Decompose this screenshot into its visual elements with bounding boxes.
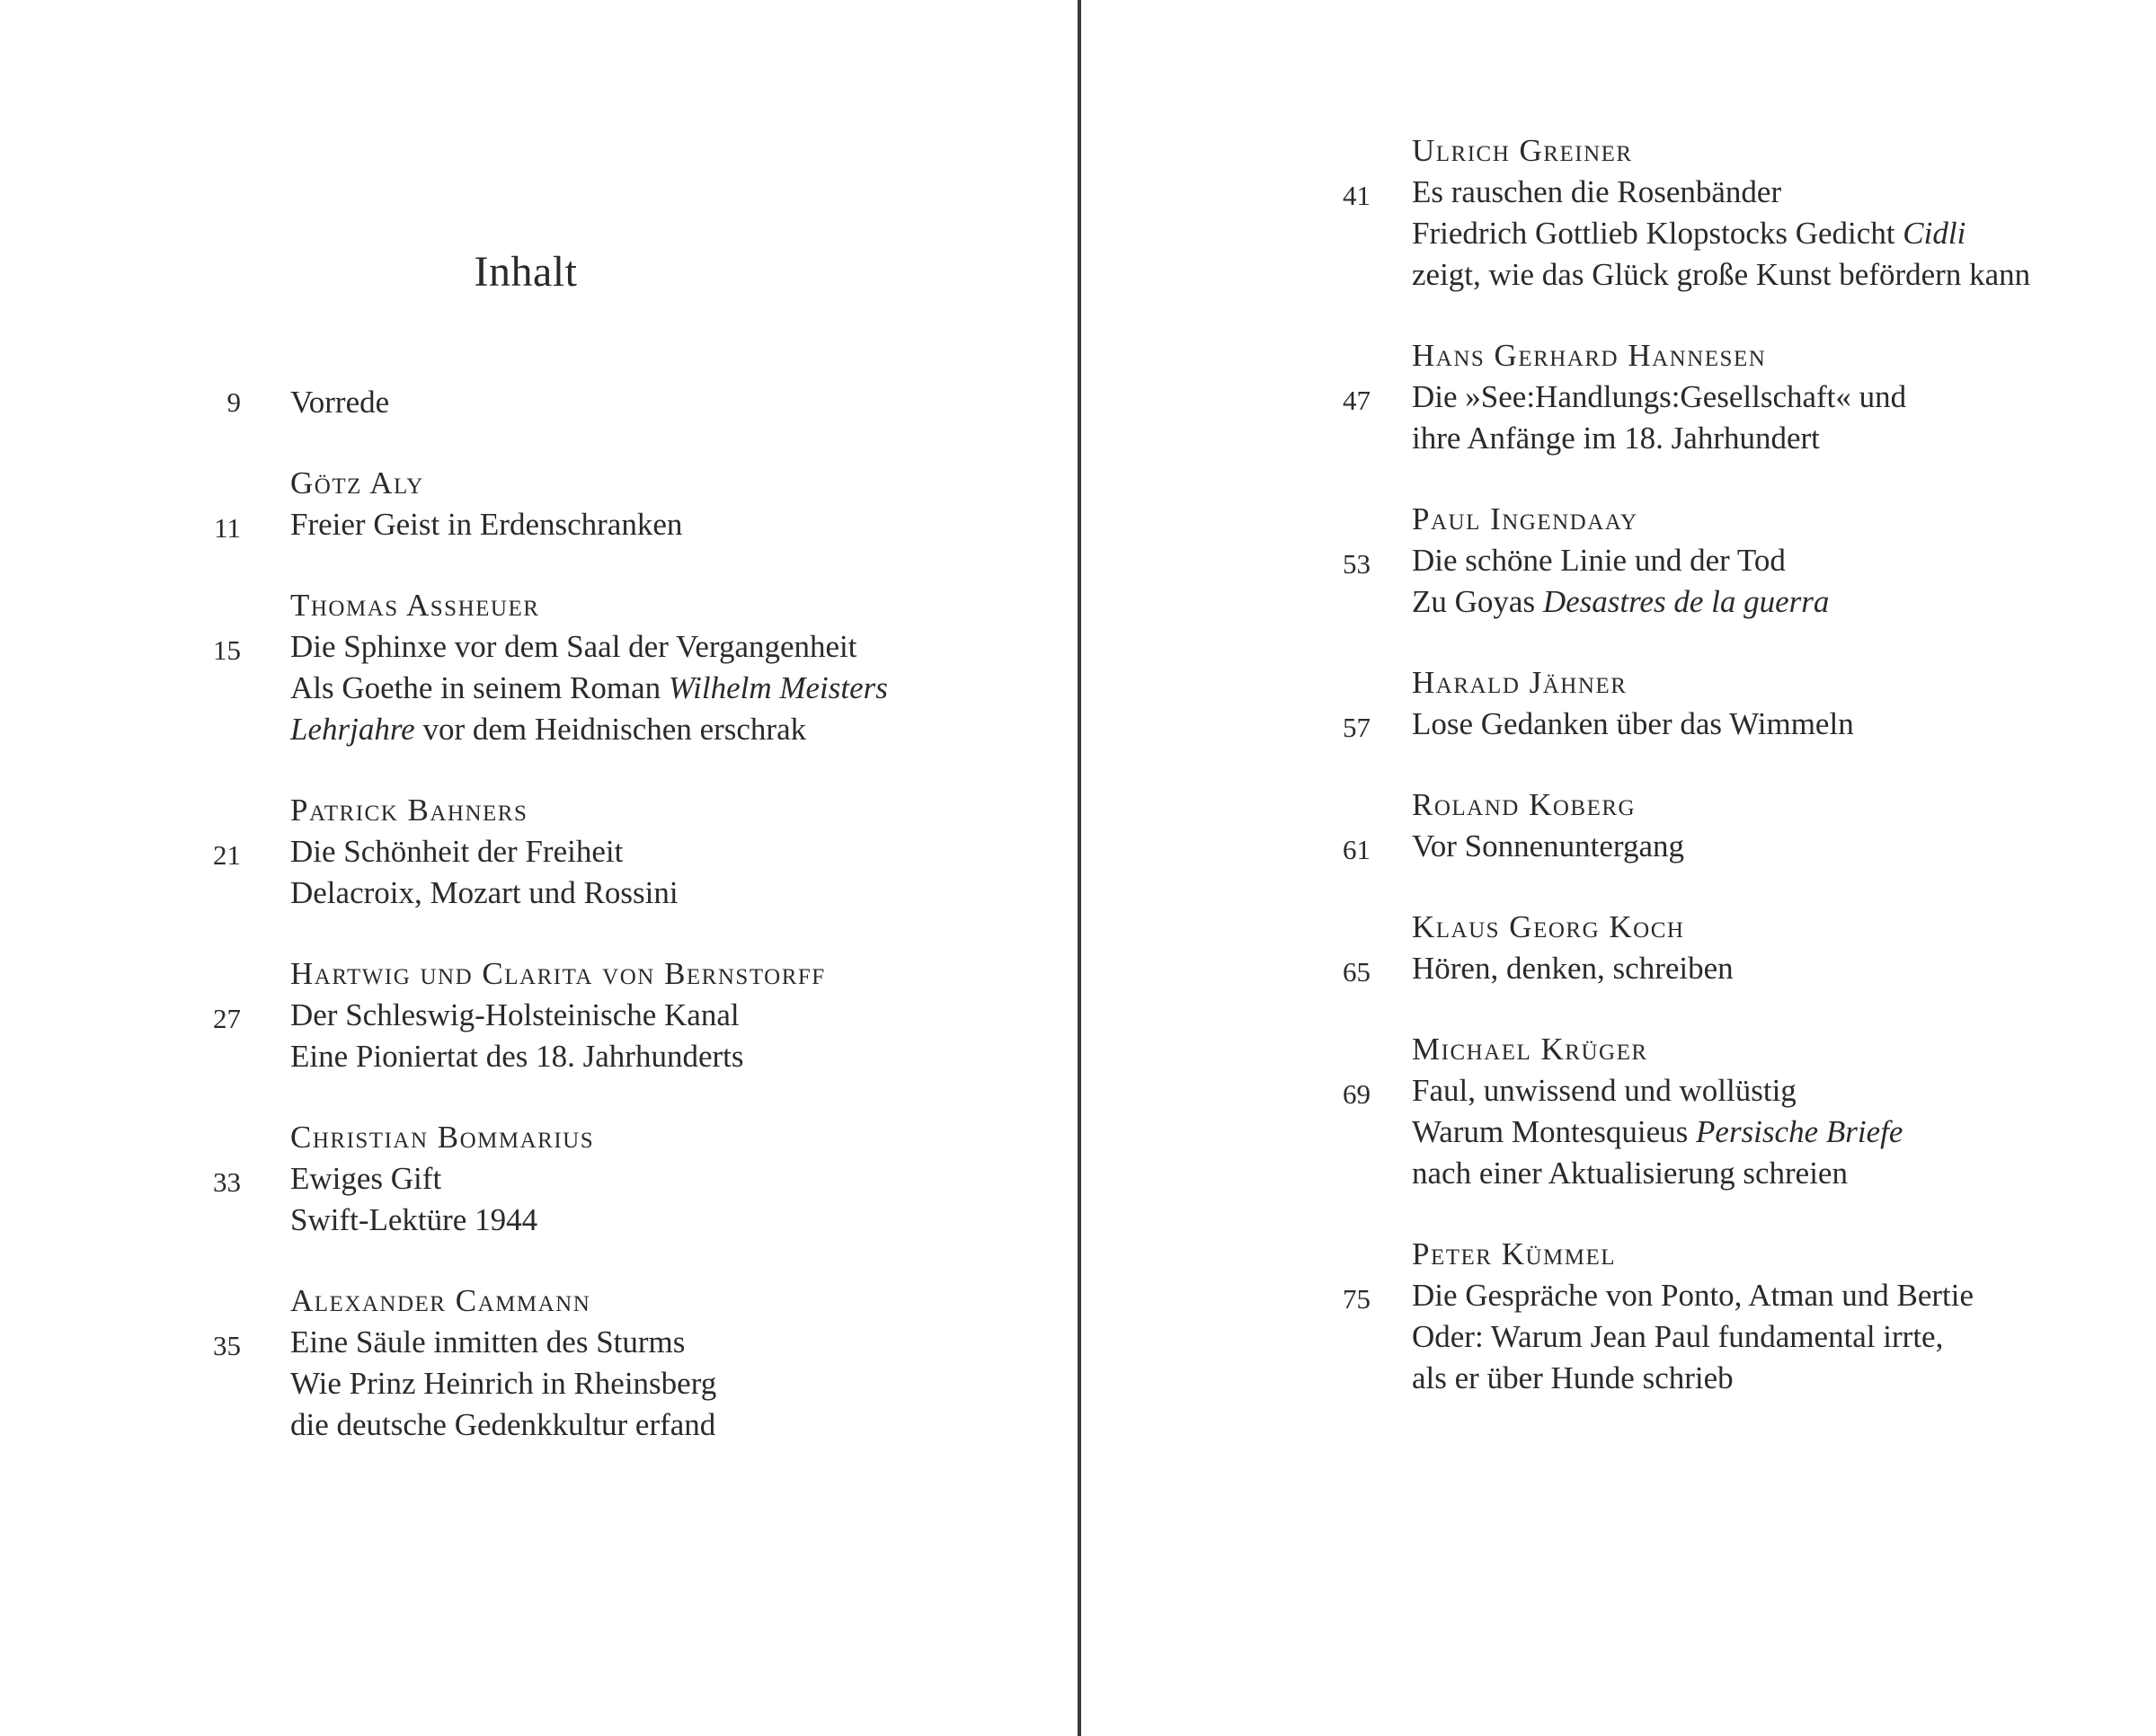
toc-author: Michael Krüger [1412, 1032, 1648, 1067]
toc-entry [0, 1117, 888, 1241]
toc-entry [0, 463, 888, 545]
toc-author: Ulrich Greiner [1412, 133, 1633, 168]
toc-page-number: 75 [1343, 1283, 1371, 1315]
toc-author: Hartwig und Clarita von Bernstorff [290, 956, 826, 991]
toc-entry [0, 585, 888, 750]
toc-title-line: Ewiges Gift [290, 1161, 442, 1196]
toc-title-line: als er über Hunde schrieb [1412, 1360, 1734, 1395]
toc-title-line: Die Schönheit der Freiheit [290, 834, 624, 869]
toc-entry [1081, 499, 2030, 623]
toc-author: Christian Bommarius [290, 1120, 595, 1155]
toc-title-line: Zu Goyas Desastres de la guerra [1412, 584, 1830, 619]
toc-title-line: Vorrede [290, 385, 390, 420]
toc-page-number: 35 [213, 1330, 241, 1361]
toc-title-line: nach einer Aktualisierung schreien [1412, 1156, 1848, 1191]
toc-list-left [0, 382, 888, 1485]
toc-author: Roland Koberg [1412, 787, 1637, 822]
toc-page-number: 41 [1343, 180, 1371, 211]
toc-page-number: 69 [1343, 1078, 1371, 1110]
toc-page-number: 33 [213, 1166, 241, 1198]
toc-author: Hans Gerhard Hannesen [1412, 338, 1767, 373]
toc-title-line: Der Schleswig-Holsteinische Kanal [290, 997, 740, 1032]
toc-title-line: Lehrjahre vor dem Heidnischen erschrak [290, 712, 807, 747]
toc-page-number: 27 [213, 1003, 241, 1034]
toc-title-line: Es rauschen die Rosenbänder [1412, 174, 1782, 209]
toc-title-line: Eine Säule inmitten des Sturms [290, 1324, 686, 1360]
toc-entry [1081, 1029, 2030, 1194]
toc-page-number: 9 [226, 386, 241, 418]
toc-title-line: Warum Montesquieus Persische Briefe [1412, 1114, 1903, 1149]
toc-author: Patrick Bahners [290, 793, 528, 828]
toc-page-number: 15 [213, 634, 241, 666]
toc-page-number: 21 [213, 839, 241, 871]
toc-page-number: 53 [1343, 548, 1371, 580]
toc-title-line: Eine Pioniertat des 18. Jahrhunderts [290, 1039, 744, 1074]
toc-entry [1081, 335, 2030, 459]
toc-title-line: Faul, unwissend und wollüstig [1412, 1073, 1797, 1108]
toc-title-line: Hören, denken, schreiben [1412, 951, 1734, 986]
toc-page-number: 61 [1343, 834, 1371, 865]
toc-title-line: Freier Geist in Erdenschranken [290, 507, 683, 542]
toc-entry [0, 382, 888, 423]
toc-entry [1081, 130, 2030, 296]
toc-entry [1081, 907, 2030, 989]
toc-author: Alexander Cammann [290, 1283, 591, 1318]
toc-title-line: zeigt, wie das Glück große Kunst befördern kann [1412, 257, 2031, 292]
toc-author: Peter Kümmel [1412, 1236, 1617, 1271]
toc-title-line: Die Sphinxe vor dem Saal der Vergangenheit [290, 629, 857, 664]
page-title: Inhalt [474, 248, 578, 296]
toc-entry [0, 1280, 888, 1446]
toc-title-line: Swift-Lektüre 1944 [290, 1202, 538, 1237]
toc-author: Paul Ingendaay [1412, 501, 1638, 536]
toc-title-line: Die Gespräche von Ponto, Atman und Bertie [1412, 1278, 1974, 1313]
toc-title-line: Friedrich Gottlieb Klopstocks Gedicht Cidli [1412, 216, 1966, 251]
toc-author: Götz Aly [290, 465, 424, 500]
toc-entry [1081, 662, 2030, 745]
toc-author: Klaus Georg Koch [1412, 909, 1685, 944]
toc-page-number: 47 [1343, 385, 1371, 416]
toc-list-right [1081, 130, 2030, 1439]
toc-author: Thomas Assheuer [290, 588, 540, 623]
toc-entry [0, 953, 888, 1077]
toc-page-number: 11 [214, 512, 241, 544]
toc-entry [1081, 784, 2030, 867]
toc-title-line: Vor Sonnenuntergang [1412, 828, 1684, 864]
toc-author: Harald Jähner [1412, 665, 1628, 700]
toc-entry [1081, 1234, 2030, 1399]
toc-title-line: Lose Gedanken über das Wimmeln [1412, 706, 1854, 741]
toc-title-line: Als Goethe in seinem Roman Wilhelm Meisters [290, 670, 888, 705]
toc-title-line: Die »See:Handlungs:Gesellschaft« und [1412, 379, 1907, 414]
toc-title-line: Die schöne Linie und der Tod [1412, 543, 1786, 578]
toc-page-number: 65 [1343, 956, 1371, 988]
toc-entry [0, 790, 888, 914]
toc-page-number: 57 [1343, 712, 1371, 743]
toc-title-line: Delacroix, Mozart und Rossini [290, 875, 679, 910]
toc-title-line: Wie Prinz Heinrich in Rheinsberg [290, 1366, 717, 1401]
toc-title-line: ihre Anfänge im 18. Jahrhundert [1412, 421, 1820, 456]
toc-title-line: Oder: Warum Jean Paul fundamental irrte, [1412, 1319, 1944, 1354]
right-page [1081, 0, 2156, 1736]
toc-title-line: die deutsche Gedenkkultur erfand [290, 1407, 716, 1442]
